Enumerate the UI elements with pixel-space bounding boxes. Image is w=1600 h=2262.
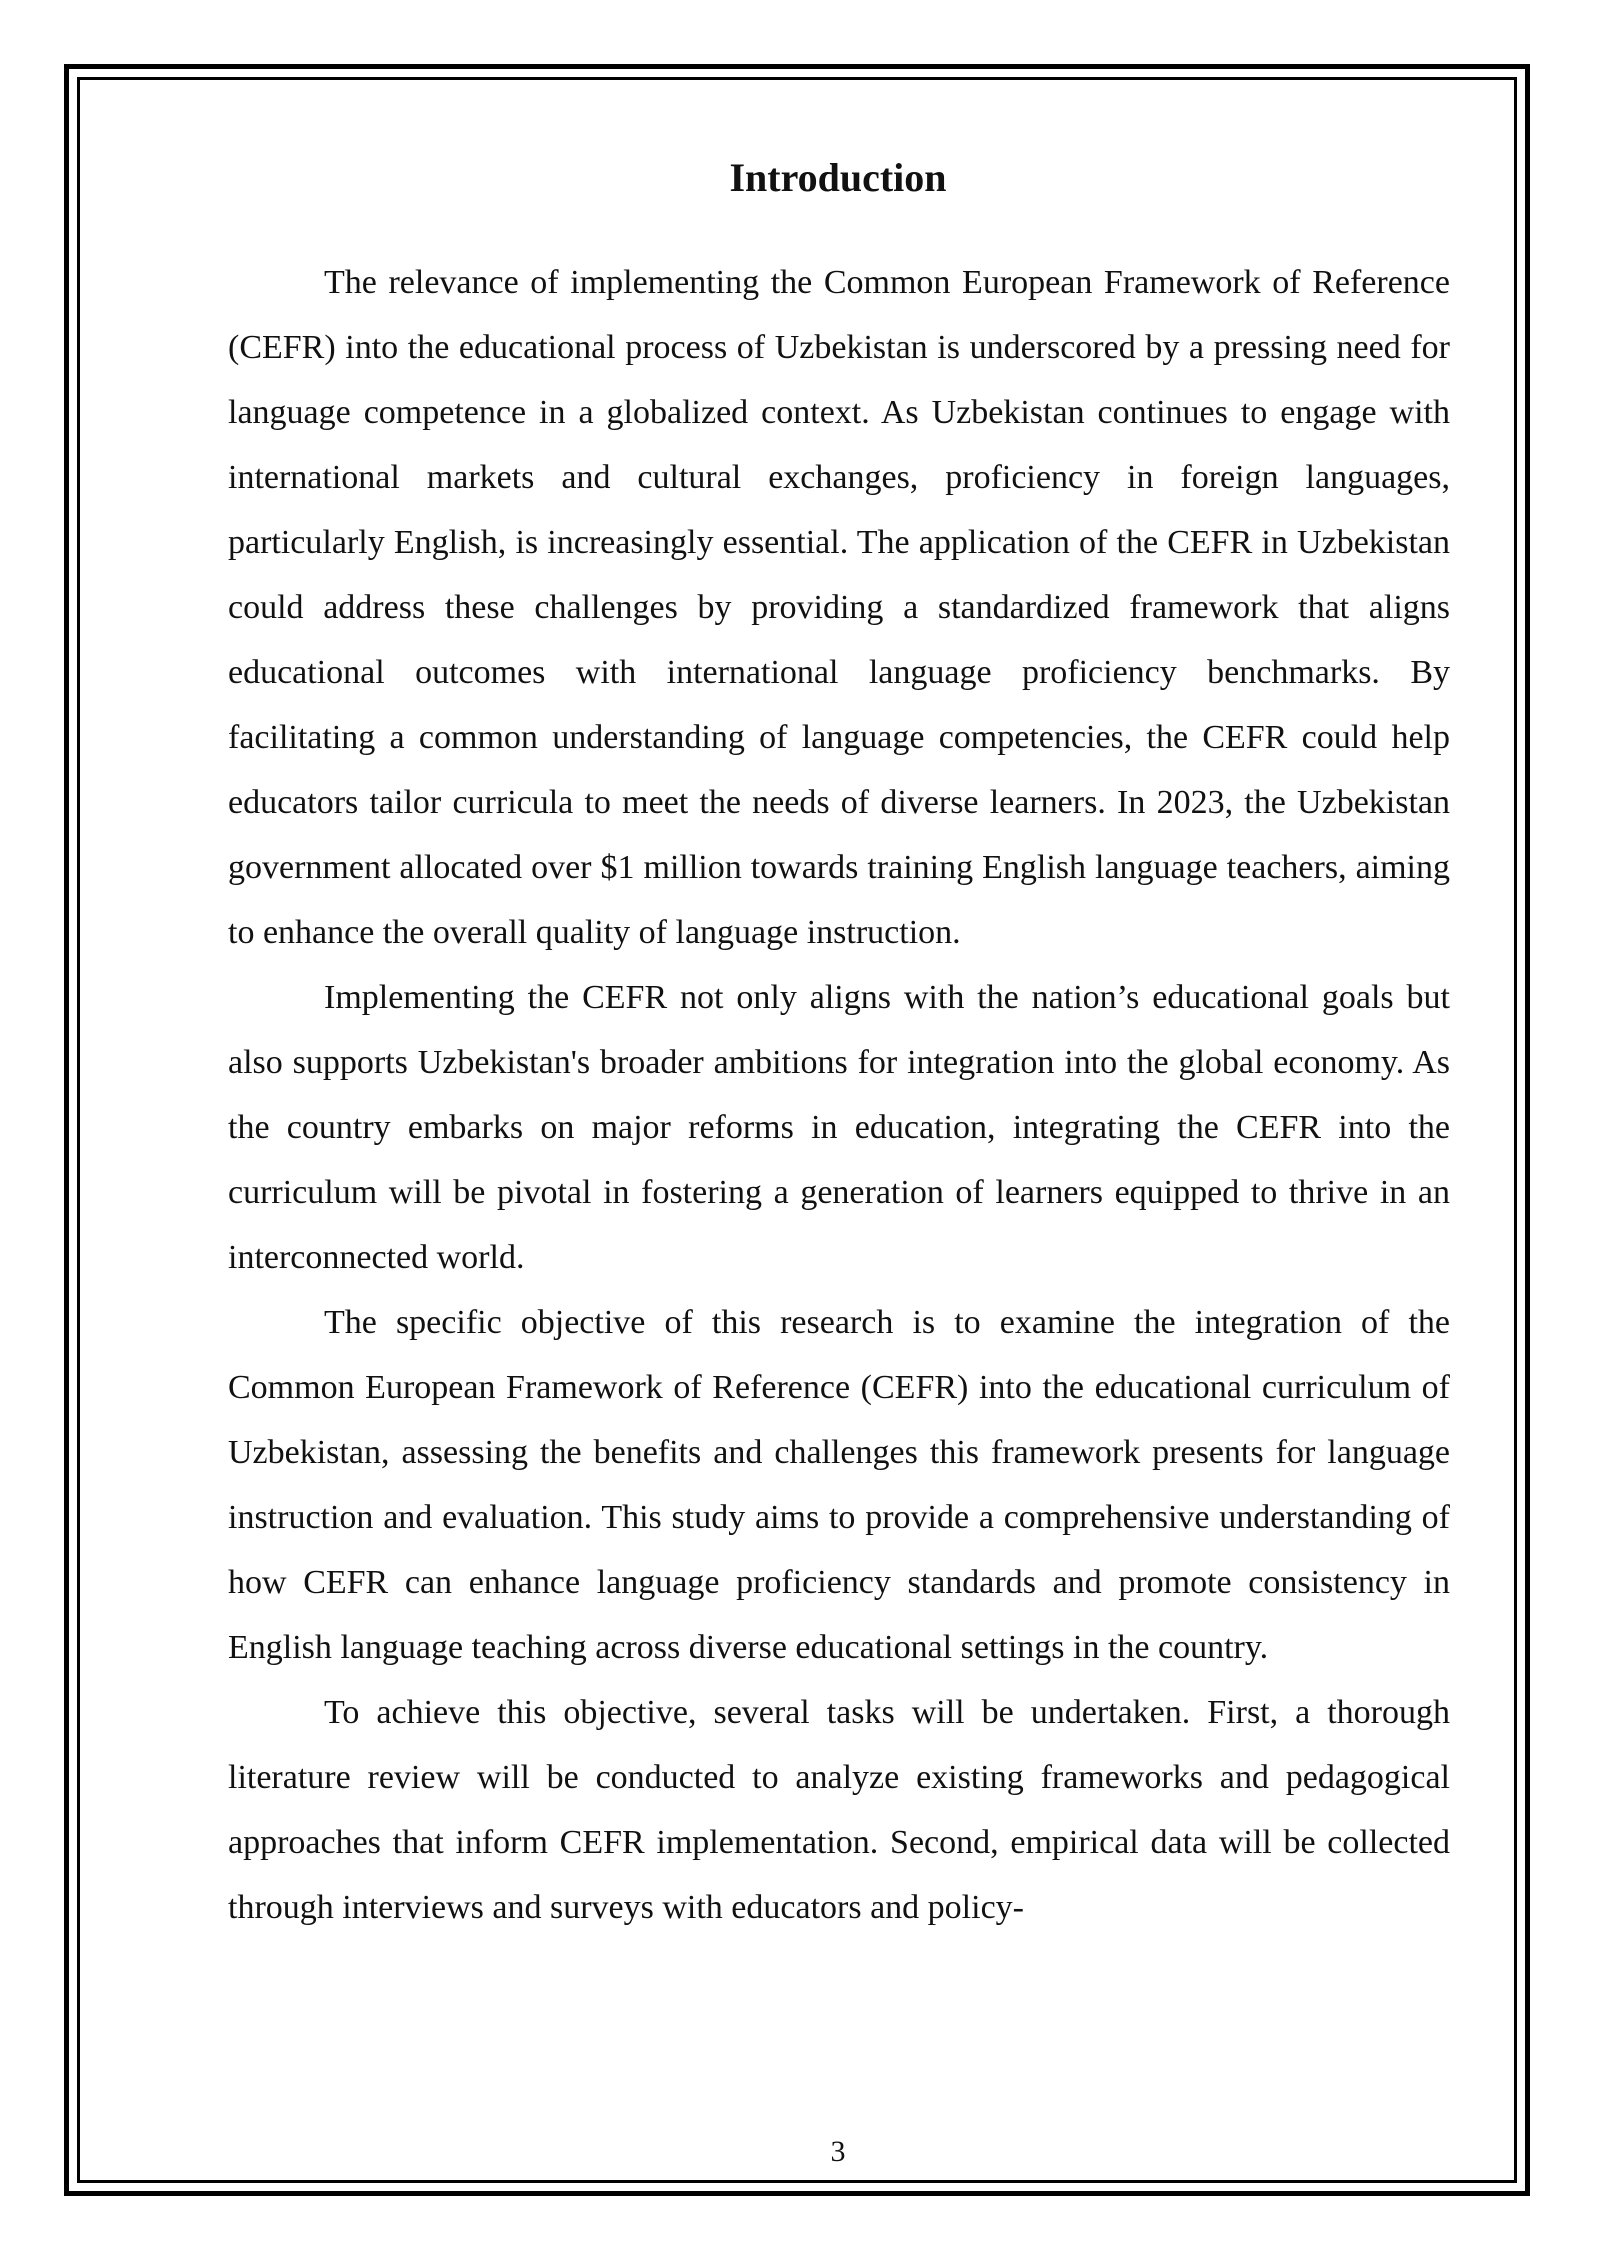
body-text [228, 250, 1450, 1940]
page-title: Introduction [729, 155, 947, 200]
paragraph-2: Implementing the CEFR not only aligns with the nation’s educational goals but also supports Uzbekistan's broader ambitions for integration into the global economy. As the country embarks on major reforms in education, integrating the CEFR into the curriculum will be pivotal in fostering a generation of learners equipped to thrive in an interconnected world. [228, 979, 1450, 1276]
paragraph-3: The specific objective of this research is to examine the integration of the Common European Framework of Reference (CEFR) into the educational curriculum of Uzbekistan, assessing the benefits and challenges this framework presents for language instruction and evaluation. This study aims to provide a comprehensive understanding of how CEFR can enhance language proficiency standards and promote consistency in English language teaching across diverse educational settings in the country. [228, 1304, 1450, 1666]
paragraph-4: To achieve this objective, several tasks will be undertaken. First, a thorough literature review will be conducted to analyze existing frameworks and pedagogical approaches that inform CEFR implementation. Second, empirical data will be collected through interviews and surveys with educators and policy- [228, 1694, 1450, 1926]
page-number: 3 [830, 2135, 846, 2168]
paragraph-1: The relevance of implementing the Common European Framework of Reference (CEFR) into the educational process of Uzbekistan is underscored by a pressing need for language competence in a globalized context. As Uzbekistan continues to engage with international markets and cultural exchanges, proficiency in foreign languages, particularly English, is increasingly essential. The application of the CEFR in Uzbekistan could address these challenges by providing a standardized framework that aligns educational outcomes with international language proficiency benchmarks. By facilitating a common understanding of language competencies, the CEFR could help educators tailor curricula to meet the needs of diverse learners. In 2023, the Uzbekistan government allocated over $1 million towards training English language teachers, aiming to enhance the overall quality of language instruction. [228, 264, 1450, 951]
